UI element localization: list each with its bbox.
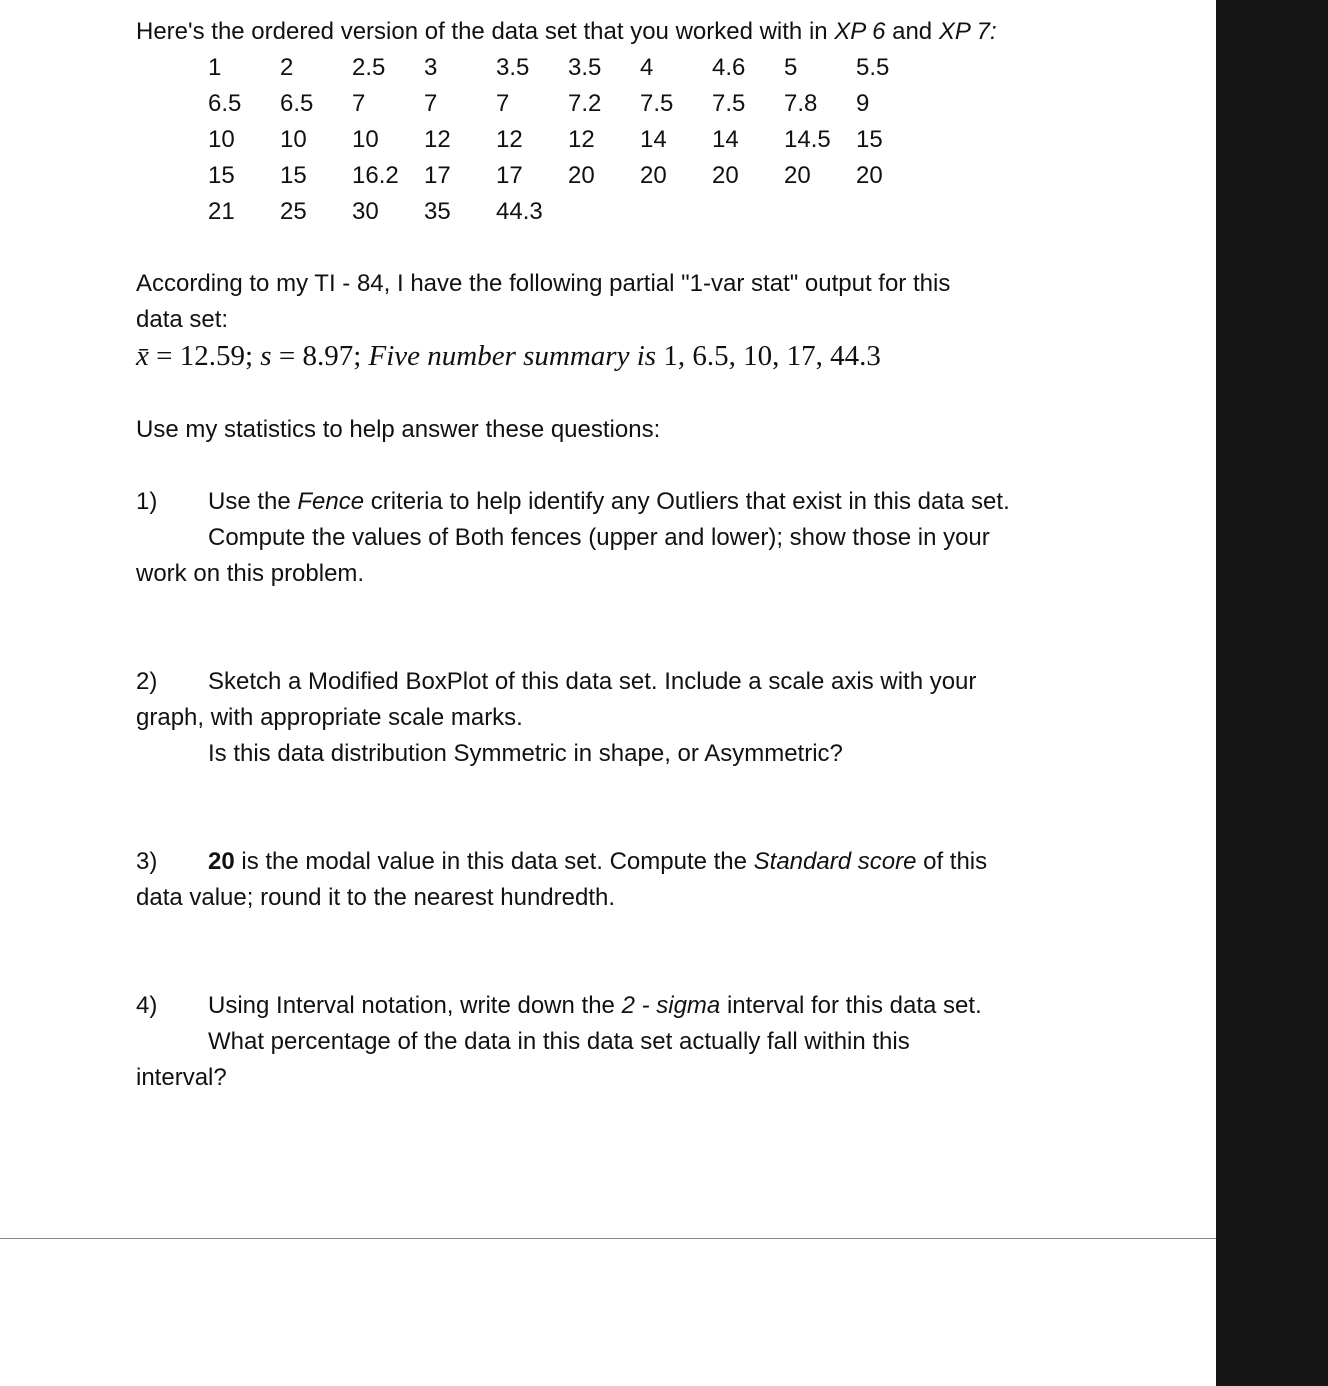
data-value-cell: 10 [280,126,307,153]
data-value-cell: 3.5 [496,54,530,81]
data-value-cell: 1 [208,54,222,81]
data-value-cell: 20 [712,162,739,189]
data-value-cell: 7 [424,90,438,117]
q3-number: 3) [136,848,158,875]
data-value-cell: 21 [208,198,235,225]
data-value-cell: 20 [640,162,667,189]
intro-line [136,14,997,50]
data-value-cell: 10 [208,126,235,153]
intro-text: Here's the ordered version of the data set that you worked with in [136,18,835,45]
data-value-cell: 5.5 [856,54,890,81]
q1-line-1 [208,484,1010,520]
data-value-cell: 6.5 [280,90,314,117]
data-value-cell: 15 [856,126,883,153]
data-value-cell: 7 [496,90,510,117]
data-value-cell: 7.8 [784,90,818,117]
data-value-cell: 20 [568,162,595,189]
q3-line-1 [208,844,987,880]
data-value-cell: 16.2 [352,162,399,189]
data-value-cell: 44.3 [496,198,543,225]
right-margin-bar [1216,0,1328,1386]
q4-line-1 [208,988,982,1024]
ti84-line-2: data set: [136,306,229,333]
q2-line-3: Is this data distribution Symmetric in shape, or Asymmetric? [208,740,843,767]
xbar-symbol: x̄ [136,340,149,372]
q4-number: 4) [136,992,158,1019]
q2-line-2: graph, with appropriate scale marks. [136,704,523,731]
q3-text-b: of this [916,848,988,875]
data-value-cell: 25 [280,198,307,225]
data-value-cell: 15 [208,162,235,189]
q1-text-b: criteria to help identify any Outliers that exist in this data set. [364,488,1010,515]
instruction: Use my statistics to help answer these questions: [136,416,661,443]
five-number-values: 1, 6.5, 10, 17, 44.3 [656,340,881,372]
q4-line-2: What percentage of the data in this data set actually fall within this [208,1028,910,1055]
data-value-cell: 12 [424,126,451,153]
intro-and: and [885,18,939,45]
data-value-cell: 3.5 [568,54,602,81]
data-value-cell: 2 [280,54,294,81]
data-value-cell: 20 [856,162,883,189]
xp6-ref: XP 6 [834,18,886,45]
data-value-cell: 4 [640,54,654,81]
data-value-cell: 5 [784,54,798,81]
data-value-cell: 30 [352,198,379,225]
q4-line-3: interval? [136,1064,227,1091]
data-value-cell: 35 [424,198,451,225]
data-value-cell: 7.5 [712,90,746,117]
q1-number: 1) [136,488,158,515]
page-divider [0,1238,1216,1239]
data-value-cell: 14.5 [784,126,831,153]
data-value-cell: 7.5 [640,90,674,117]
s-symbol: s [260,340,272,372]
data-value-cell: 17 [424,162,451,189]
mean-value: = 12.59; [148,340,261,372]
data-value-cell: 14 [712,126,739,153]
data-value-cell: 12 [568,126,595,153]
ti84-line-1: According to my TI - 84, I have the following partial "1-var stat" output for this [136,270,951,297]
q1-line-2: Compute the values of Both fences (upper and lower); show those in your [208,524,990,551]
data-value-cell: 7 [352,90,366,117]
q3-modal-value: 20 [208,848,235,875]
q1-text-a: Use the [208,488,298,515]
data-value-cell: 6.5 [208,90,242,117]
data-value-cell: 20 [784,162,811,189]
q3-text-a: is the modal value in this data set. Compute the [234,848,754,875]
data-value-cell: 10 [352,126,379,153]
q1-fence-term: Fence [297,488,365,515]
data-value-cell: 3 [424,54,438,81]
data-value-cell: 12 [496,126,523,153]
q4-text-a: Using Interval notation, write down the [208,992,622,1019]
sd-value: = 8.97; [271,340,369,372]
stats-summary [136,338,881,374]
xp7-ref: XP 7: [938,18,997,45]
data-value-cell: 9 [856,90,870,117]
q2-number: 2) [136,668,158,695]
q3-line-2: data value; round it to the nearest hundredth. [136,884,616,911]
q4-two-term: 2 - [621,992,657,1019]
q4-text-b: interval for this data set. [720,992,982,1019]
data-value-cell: 14 [640,126,667,153]
q1-line-3: work on this problem. [136,560,365,587]
data-value-cell: 15 [280,162,307,189]
data-value-cell: 2.5 [352,54,386,81]
q2-line-1: Sketch a Modified BoxPlot of this data set. Include a scale axis with your [208,668,977,695]
data-value-cell: 7.2 [568,90,602,117]
data-value-cell: 4.6 [712,54,746,81]
five-number-label: Five number summary is [368,340,657,372]
q3-standard-score-term: Standard score [753,848,917,875]
q4-sigma-term: sigma [656,992,721,1019]
data-value-cell: 17 [496,162,523,189]
